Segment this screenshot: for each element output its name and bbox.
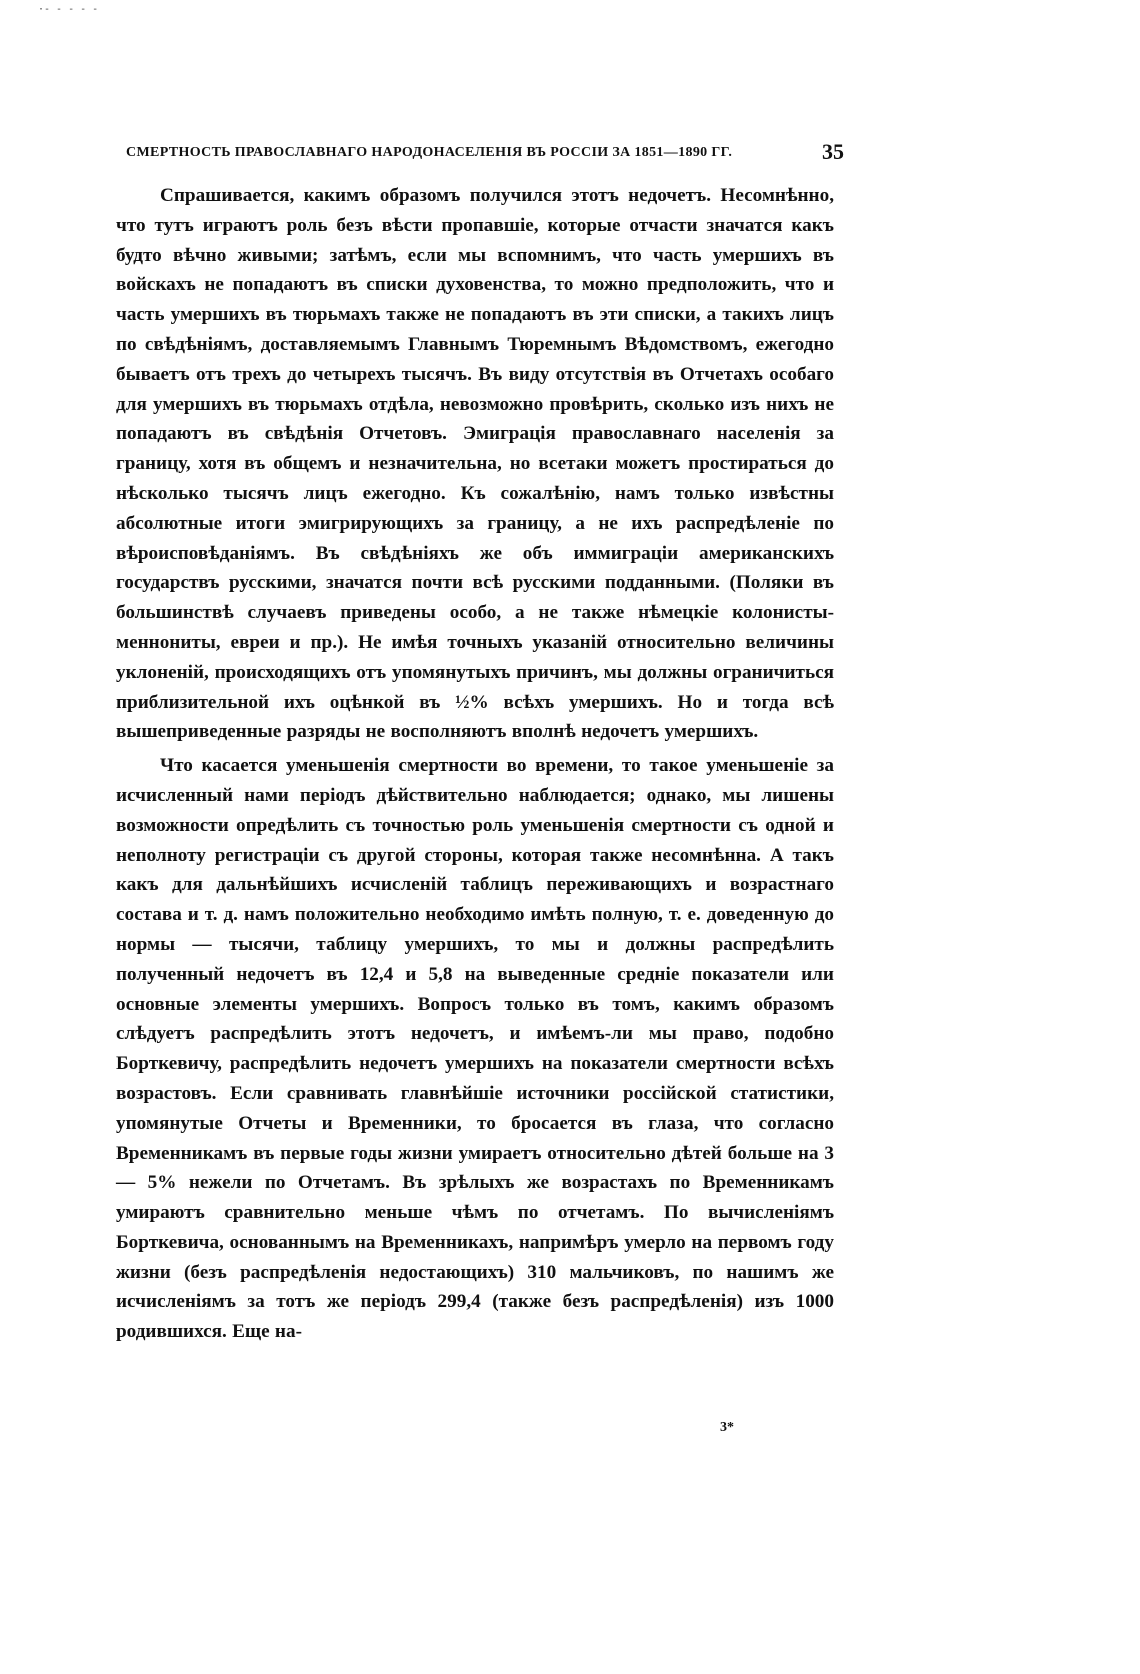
paragraph-2: Что касается уменьшенія смертности во времени, то такое уменьшеніе за исчисленный нами періодъ дѣйствительно наблюдается; однако, мы лишены возможности опредѣлить съ точностью роль уменьшенія смертности съ одной и неполноту регистраціи съ другой стороны, которая также несомнѣнна. А такъ какъ для дальнѣйшихъ исчисленій таблицъ переживающихъ и возрастнаго состава и т. д. намъ положительно необходимо имѣть полную, т. е. доведенную до нормы — тысячи, таблицу умершихъ, то мы и должны распредѣлить полученный недочетъ въ 12,4 и 5,8 на выведенные средніе показатели или основные элементы умершихъ. Вопросъ только въ томъ, какимъ образомъ слѣдуетъ распредѣлить этотъ недочетъ, и имѣемъ-ли мы право, подобно Борткевичу, распредѣлить недочетъ умершихъ на показатели смертности всѣхъ возрастовъ. Если сравнивать главнѣйшіе источники россійской статистики, упомянутые Отчеты и Временники, то бросается въ глаза, что согласно Временникамъ въ первые годы жизни умираетъ относительно дѣтей больше на 3 — 5% нежели по Отчетамъ. Въ зрѣлыхъ же возрастахъ по Временникамъ умираютъ сравнительно меньше чѣмъ по отчетамъ. По вычисленіямъ Борткевича, основаннымъ на Временникахъ, напримѣръ умерло на первомъ году жизни (безъ распредѣленія недостающихъ) 310 мальчиковъ, по нашимъ же исчисленіямъ за тотъ же періодъ 299,4 (также безъ распредѣленія) изъ 1000 родившихся. Еще на-: [116, 755, 834, 1343]
scan-marks: ·- - - - -: [38, 4, 99, 15]
running-title: СМЕРТНОСТЬ ПРАВОСЛАВНАГО НАРОДОНАСЕЛЕНІЯ ВЪ РОССІИ ЗА 1851—1890 ГГ.: [126, 145, 733, 160]
signature-mark: 3*: [720, 1420, 734, 1435]
page-number: 35: [822, 139, 844, 164]
paragraph-1: Спрашивается, какимъ образомъ получился этотъ недочетъ. Несомнѣнно, что тутъ играютъ роль безъ вѣсти пропавшіе, которые отчасти значатся какъ будто вѣчно живыми; затѣмъ, если мы вспомнимъ, что часть умершихъ въ войскахъ не попадаютъ въ списки духовенства, то можно предположить, что и часть умершихъ въ тюрьмахъ также не попадаютъ въ эти списки, а такихъ лицъ по свѣдѣніямъ, доставляемымъ Главнымъ Тюремнымъ Вѣдомствомъ, ежегодно бываетъ отъ трехъ до четырехъ тысячъ. Въ виду отсутствія въ Отчетахъ особаго для умершихъ въ тюрьмахъ отдѣла, невозможно провѣрить, сколько изъ нихъ не попадаютъ въ свѣдѣнія Отчетовъ. Эмиграція православнаго населенія за границу, хотя въ общемъ и незначительна, но всетаки можетъ простираться до нѣсколько тысячъ лицъ ежегодно. Къ сожалѣнію, намъ только извѣстны абсолютные итоги эмигрирующихъ за границу, а не ихъ распредѣленіе по вѣроисповѣданіямъ. Въ свѣдѣніяхъ же объ иммиграціи американскихъ государствъ русскими, значатся почти всѣ русскими подданными. (Поляки въ большинствѣ случаевъ приведены особо, а не также нѣмецкіе колонисты-меннониты, евреи и пр.). Не имѣя точныхъ указаній относительно величины уклоненій, происходящихъ отъ упомянутыхъ причинъ, мы должны ограничиться приблизительной ихъ оцѣнкой въ ½% всѣхъ умершихъ. Но и тогда всѣ вышеприведенные разряды не восполняютъ вполнѣ недочетъ умершихъ.: [116, 185, 834, 743]
document-page: [116, 135, 844, 1351]
running-header: [116, 135, 844, 167]
body-text: [116, 181, 834, 1347]
